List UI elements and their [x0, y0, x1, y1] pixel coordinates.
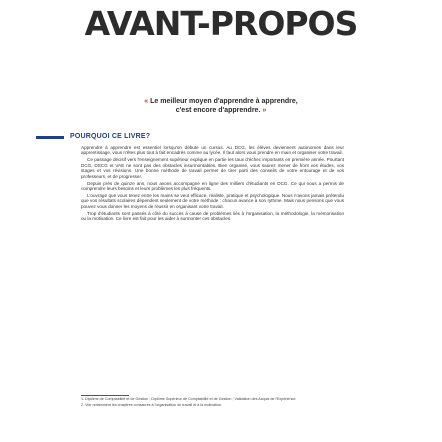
epigraph-line-1: Le meilleur moyen d'apprendre à apprendre, — [150, 98, 298, 105]
close-quote-mark: » — [262, 107, 267, 114]
section-rule — [36, 136, 64, 139]
footnote: 2. Voir notamment les chapitres consacrés à l'organisation du travail et à la motivation. — [81, 402, 223, 407]
epigraph-quote — [96, 97, 346, 115]
body-paragraph: Depuis près de quinze ans, nous avons accompagné en ligne des milliers d'étudiants en DCG. Ce qui nous a permis de comprendre leurs besoins et leurs problèmes les plus fréquents. — [81, 180, 344, 192]
page-title: AVANT-PROPOS — [84, 4, 358, 43]
footnotes — [81, 397, 344, 408]
footnote: 1. Diplôme de Comptabilité et de Gestion ; Diplôme Supérieur de Comptabilité et de Gestion ; Validation des Acquis de l'Expérience. — [81, 397, 297, 401]
body-paragraph: L'ouvrage que vous tenez entre les mains se veut efficace, réaliste, pratique et psychologique. Nous n'avons jamais prétendu que vos résultats scolaires dépendent seulement de votre méthode ; chacun avance à son rythme. Mais nous pensons que vous pouvez vous donner les moyens de réussir en organisant votre travail. — [81, 193, 344, 209]
body-text — [81, 145, 344, 223]
footnote-divider — [81, 395, 129, 396]
body-paragraph: Apprendre à apprendre est essentiel lorsqu'on débute un cursus. Au DCG, les élèves deviennent autonomes dans leur apprentissage, vous n'êtes plus tout à fait encadrés comme au lycée. Il faut alors vous prendre en main et organiser votre travail. — [81, 145, 344, 156]
epigraph-line-2: c'est encore d'apprendre. — [175, 107, 261, 114]
body-paragraph: Trop d'étudiants sont passés à côté du succès à cause de problèmes liés à l'organisation, la méthodologie, la mémorisation ou la motivation. Ce livre est fait pour les aider à surmonter ces obstacles. — [81, 210, 344, 222]
body-paragraph: Ce passage décisif vers l'enseignement supérieur explique en partie les taux d'échec importants en première année. Pourtant DCG, DSCG et VAE ne sont pas des obstacles insurmontables. Bien organisé, vous saurez mener de front vos études, vos stages et vos révisions. Une bonne méthode de travail permet de tirer parti des conseils de votre entourage et de vos professeurs, et de progresser. — [81, 157, 344, 179]
section-heading: POURQUOI CE LIVRE? — [70, 133, 151, 140]
open-quote-mark: « — [144, 98, 149, 105]
